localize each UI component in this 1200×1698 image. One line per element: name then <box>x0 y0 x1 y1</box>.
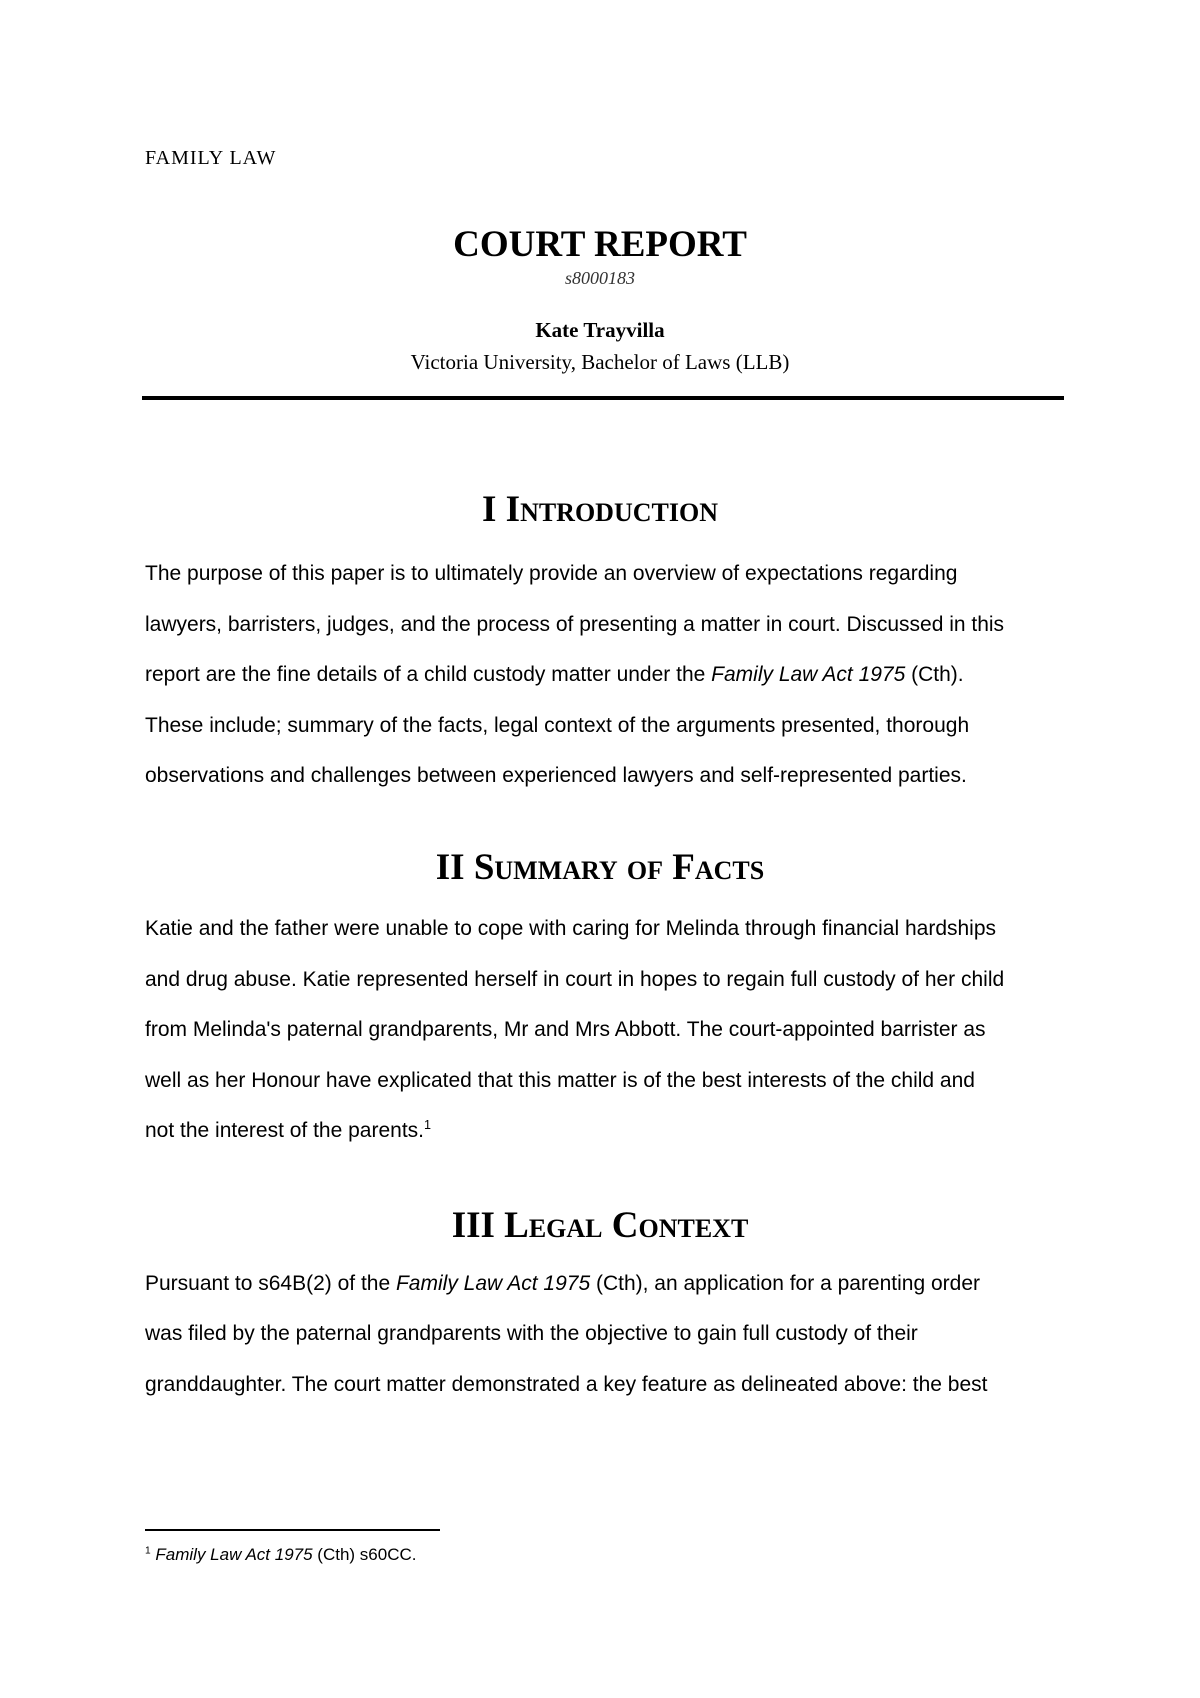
footnote <box>145 1545 417 1565</box>
author-affiliation: Victoria University, Bachelor of Laws (LLB) <box>410 350 790 374</box>
footnote-divider <box>145 1529 440 1531</box>
text-run: report are the fine details of a child custody matter under the <box>145 663 712 686</box>
author-name: Kate Trayvilla <box>535 318 665 342</box>
student-id: s8000183 <box>564 268 635 288</box>
body-line: These include; summary of the facts, legal context of the arguments presented, thorough <box>145 714 970 737</box>
text-run: Pursuant to s64B(2) of the <box>145 1272 396 1295</box>
section-heading-introduction: I Introduction <box>482 489 718 530</box>
body-line: from Melinda's paternal grandparents, Mr and Mrs Abbott. The court-appointed barrister as <box>145 1018 986 1041</box>
footnote-ref[interactable]: 1 <box>424 1118 432 1132</box>
text-run: (Cth), an application for a parenting order <box>590 1272 981 1295</box>
body-line: granddaughter. The court matter demonstrated a key feature as delineated above: the best <box>145 1373 988 1396</box>
section-heading-legal-context: III Legal Context <box>451 1205 749 1246</box>
statute-citation: Family Law Act 1975 <box>155 1545 313 1564</box>
running-header: FAMILY LAW <box>145 147 277 169</box>
body-line <box>145 1272 980 1296</box>
body-line <box>145 1119 431 1143</box>
text-run: (Cth) s60CC. <box>312 1545 417 1564</box>
text-run: not the interest of the parents. <box>145 1119 425 1142</box>
report-title: COURT REPORT <box>453 224 747 265</box>
body-line: observations and challenges between experienced lawyers and self-represented parties. <box>145 764 967 787</box>
body-line: was filed by the paternal grandparents with the objective to gain full custody of their <box>145 1322 918 1345</box>
statute-citation: Family Law Act 1975 <box>711 663 906 686</box>
body-line <box>145 663 964 687</box>
body-line: Katie and the father were unable to cope with caring for Melinda through financial hardships <box>145 917 997 940</box>
body-line: lawyers, barristers, judges, and the process of presenting a matter in court. Discussed in this <box>145 613 1005 636</box>
body-line: The purpose of this paper is to ultimately provide an overview of expectations regarding <box>145 562 958 585</box>
title-divider <box>142 396 1064 400</box>
footnote-number: 1 <box>145 1545 151 1557</box>
body-line: and drug abuse. Katie represented herself in court in hopes to regain full custody of her child <box>145 968 1005 991</box>
text-run: (Cth). <box>905 663 964 686</box>
body-line: well as her Honour have explicated that this matter is of the best interests of the child and <box>145 1069 975 1092</box>
section-heading-summary-of-facts: II Summary of Facts <box>435 847 765 888</box>
statute-citation: Family Law Act 1975 <box>395 1272 591 1295</box>
